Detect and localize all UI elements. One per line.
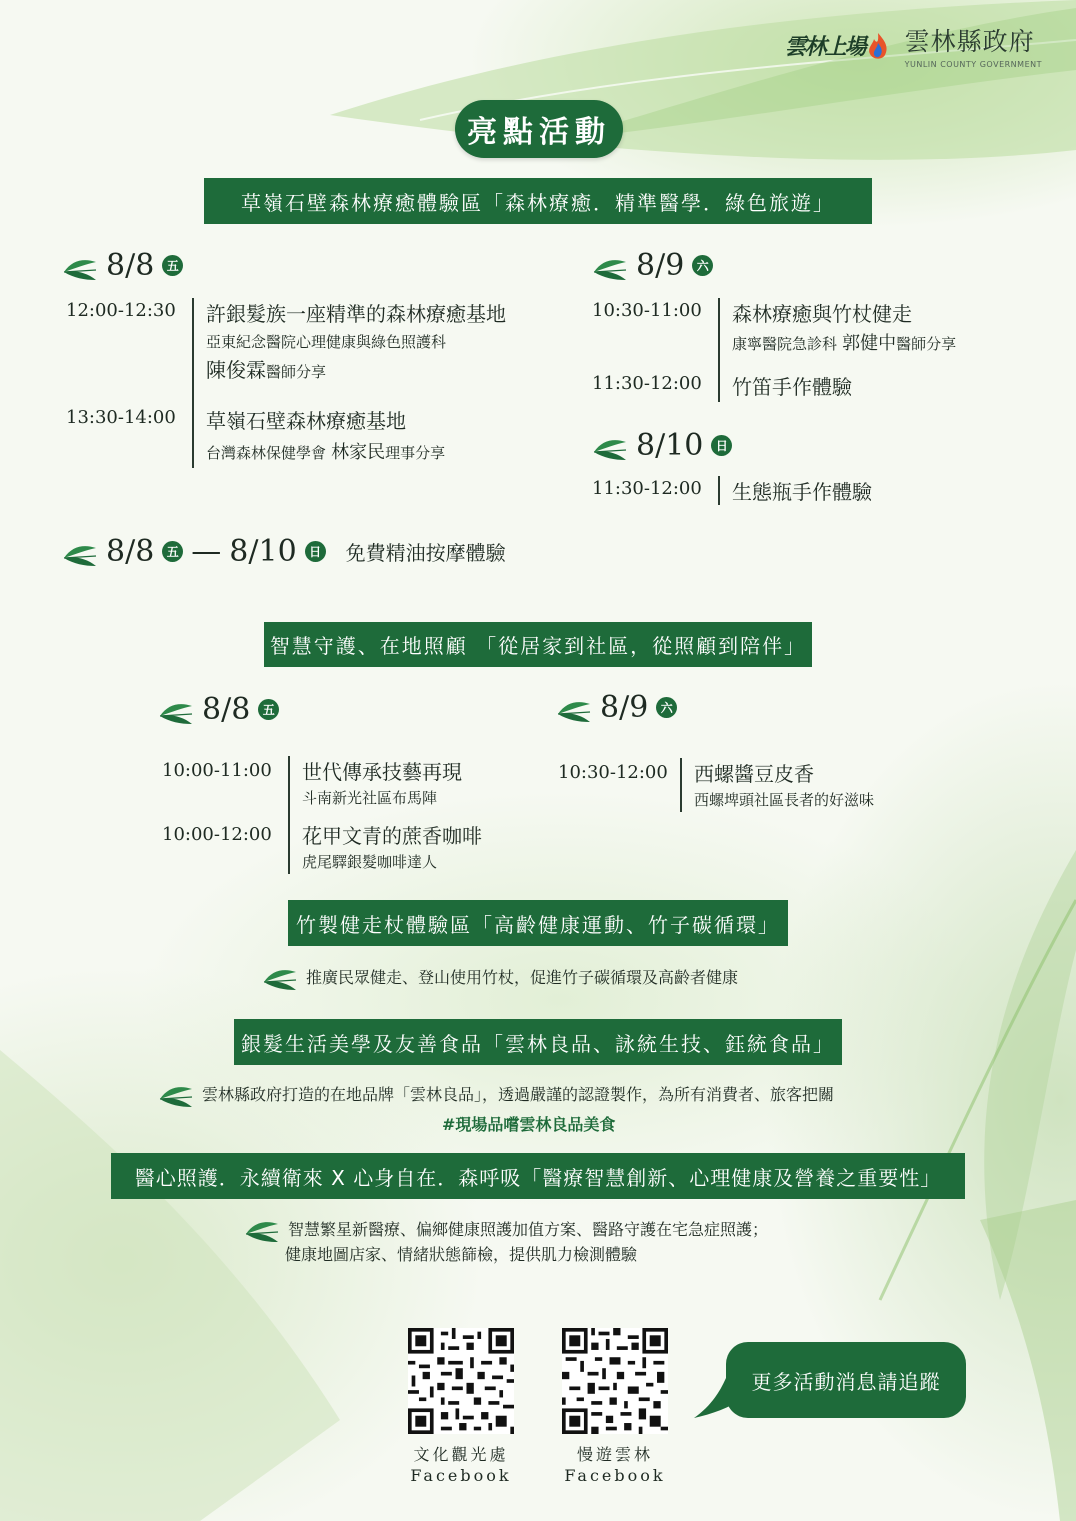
range-activity: 免費精油按摩體驗 [345, 541, 506, 565]
flame-icon [865, 31, 891, 61]
weekday-badge: 六 [656, 697, 677, 718]
schedule-detail [288, 756, 462, 820]
time-slot: 11:30-12:00 [592, 478, 702, 499]
speaker-name: 陳俊霖 [206, 358, 266, 382]
time-slot: 10:30-11:00 [592, 300, 702, 321]
range-dash: — [191, 534, 222, 569]
section4-banner: 銀髮生活美學及友善食品「雲林良品、詠統生技、鈺統食品」 [234, 1019, 842, 1065]
schedule-detail [718, 476, 872, 505]
leaf-icon [62, 250, 98, 282]
desc-text: 推廣民眾健走、登山使用竹杖，促進竹子碳循環及高齡者健康 [306, 967, 739, 987]
speaker-role: 醫師分享 [896, 335, 957, 353]
speaker-name: 郭健中 [842, 333, 897, 354]
section2-aug8-date [158, 692, 279, 727]
leaf-icon [158, 1077, 194, 1109]
qr-caption-line1: 文化觀光處 [413, 1445, 509, 1464]
highlight-title: 亮點活動 [455, 100, 623, 158]
leaf-icon [592, 430, 628, 462]
session-speaker [206, 438, 445, 464]
leaf-icon [244, 1212, 280, 1244]
qr-caption-line1: 慢遊雲林 [576, 1445, 653, 1464]
weekday-badge: 五 [162, 541, 183, 562]
weekday-badge: 日 [305, 541, 326, 562]
desc-text-line1: 智慧繁星新醫療、偏鄉健康照護加值方案、醫路守護在宅急症照護； [288, 1219, 769, 1239]
range-end: 8/10 [229, 534, 297, 569]
section1-banner: 草嶺石壁森林療癒體驗區「森林療癒．精準醫學．綠色旅遊」 [204, 178, 872, 224]
desc-text: 雲林縣政府打造的在地品牌「雲林良品」，透過嚴謹的認證製作，為所有消費者、旅客把關 [202, 1084, 835, 1104]
schedule-detail [192, 405, 445, 468]
section5-banner: 醫心照護．永續衛來 X 心身自在．森呼吸「醫療智慧創新、心理健康及營養之重要性」 [111, 1153, 965, 1199]
schedule-detail [718, 371, 852, 402]
qr-code-icon[interactable] [562, 1328, 668, 1434]
leaf-icon [158, 694, 194, 726]
date-label: 8/10 [636, 428, 704, 463]
date-label: 8/8 [106, 248, 155, 283]
section1-aug8-schedule [66, 298, 506, 468]
gov-logo [905, 22, 1042, 69]
session-host: 虎尾驛銀髮咖啡達人 [302, 853, 438, 871]
date-label: 8/8 [202, 692, 251, 727]
session-title: 生態瓶手作體驗 [732, 480, 872, 504]
session-title: 許銀髮族一座精準的森林療癒基地 [206, 302, 506, 326]
section1-aug8-date [62, 248, 183, 283]
time-slot: 13:30-14:00 [66, 407, 176, 428]
leaf-icon [556, 692, 592, 724]
section1-aug9-date [592, 248, 713, 283]
schedule-item [592, 371, 956, 402]
section4-desc [158, 1077, 834, 1109]
section2-aug9-date [556, 690, 677, 725]
time-slot: 11:30-12:00 [592, 373, 702, 394]
date-label: 8/9 [600, 690, 649, 725]
session-speaker [206, 354, 506, 383]
weekday-badge: 五 [258, 699, 279, 720]
session-org: 亞東紀念醫院心理健康與綠色照護科 [206, 333, 447, 351]
follow-bubble: 更多活動消息請追蹤 [726, 1342, 966, 1418]
qr-block-slow-yunlin[interactable] [562, 1328, 668, 1486]
schedule-item [66, 298, 506, 405]
speaker-role: 理事分享 [385, 444, 446, 462]
yunlin-brand-logo [785, 30, 891, 61]
schedule-item [162, 820, 482, 874]
speaker-org: 康寧醫院急診科 [732, 335, 838, 353]
time-slot: 10:00-12:00 [162, 824, 272, 845]
section1-range [62, 534, 506, 569]
gov-name: 雲林縣政府 [904, 27, 1035, 56]
leaf-icon [62, 536, 98, 568]
schedule-detail [680, 758, 874, 812]
section2-aug9-schedule [558, 758, 874, 812]
schedule-detail [192, 298, 506, 405]
qr-caption [408, 1444, 514, 1486]
section2-aug8-schedule [162, 756, 482, 874]
section3-banner: 竹製健走杖體驗區「高齡健康運動、竹子碳循環」 [288, 900, 788, 946]
weekday-badge: 六 [692, 255, 713, 276]
section2-banner: 智慧守護、在地照顧 「從居家到社區，從照顧到陪伴」 [264, 622, 812, 667]
date-label: 8/9 [636, 248, 685, 283]
schedule-item [66, 405, 506, 468]
schedule-item [592, 476, 872, 505]
session-host: 斗南新光社區布馬陣 [302, 789, 438, 807]
section1-aug10-schedule [592, 476, 872, 505]
speaker-name: 林家民 [331, 442, 386, 463]
leaf-icon [262, 960, 298, 992]
time-slot: 12:00-12:30 [66, 300, 176, 321]
session-speaker [732, 329, 956, 355]
weekday-badge: 日 [711, 435, 732, 456]
qr-caption [562, 1444, 668, 1486]
schedule-detail [718, 298, 956, 371]
range-start: 8/8 [106, 534, 155, 569]
session-title: 竹笛手作體驗 [732, 375, 852, 399]
session-title: 世代傳承技藝再現 [302, 760, 462, 784]
session-host: 西螺埤頭社區長者的好滋味 [694, 791, 875, 809]
weekday-badge: 五 [162, 255, 183, 276]
schedule-detail [288, 820, 482, 874]
logo-mark-text: 雲林上場 [784, 34, 865, 60]
section3-desc [262, 960, 738, 992]
leaf-icon [592, 250, 628, 282]
section5-desc-line2: 健康地圖店家、情緒狀態篩檢，提供肌力檢測體驗 [285, 1245, 638, 1264]
gov-name-en: YUNLIN COUNTY GOVERNMENT [904, 60, 1042, 69]
section5-desc [244, 1212, 768, 1244]
schedule-item [162, 756, 482, 820]
qr-caption-line2: Facebook [564, 1466, 666, 1485]
qr-caption-line2: Facebook [410, 1466, 512, 1485]
session-title: 西螺醬豆皮香 [694, 762, 814, 786]
schedule-item [592, 298, 956, 371]
session-title: 花甲文青的蔗香咖啡 [302, 824, 482, 848]
section1-aug9-schedule [592, 298, 956, 402]
qr-code-icon[interactable] [408, 1328, 514, 1434]
section4-hashtag: #現場品嚐雲林良品美食 [442, 1115, 616, 1134]
qr-block-culture-tourism[interactable] [408, 1328, 514, 1486]
section1-aug10-date [592, 428, 732, 463]
speaker-org: 台灣森林保健學會 [206, 444, 327, 462]
session-title: 森林療癒與竹杖健走 [732, 302, 912, 326]
header-logo [785, 22, 1042, 69]
speaker-role: 醫師分享 [266, 363, 327, 381]
schedule-item [558, 758, 874, 812]
session-title: 草嶺石壁森林療癒基地 [206, 409, 406, 433]
time-slot: 10:30-12:00 [558, 762, 668, 783]
time-slot: 10:00-11:00 [162, 760, 272, 781]
